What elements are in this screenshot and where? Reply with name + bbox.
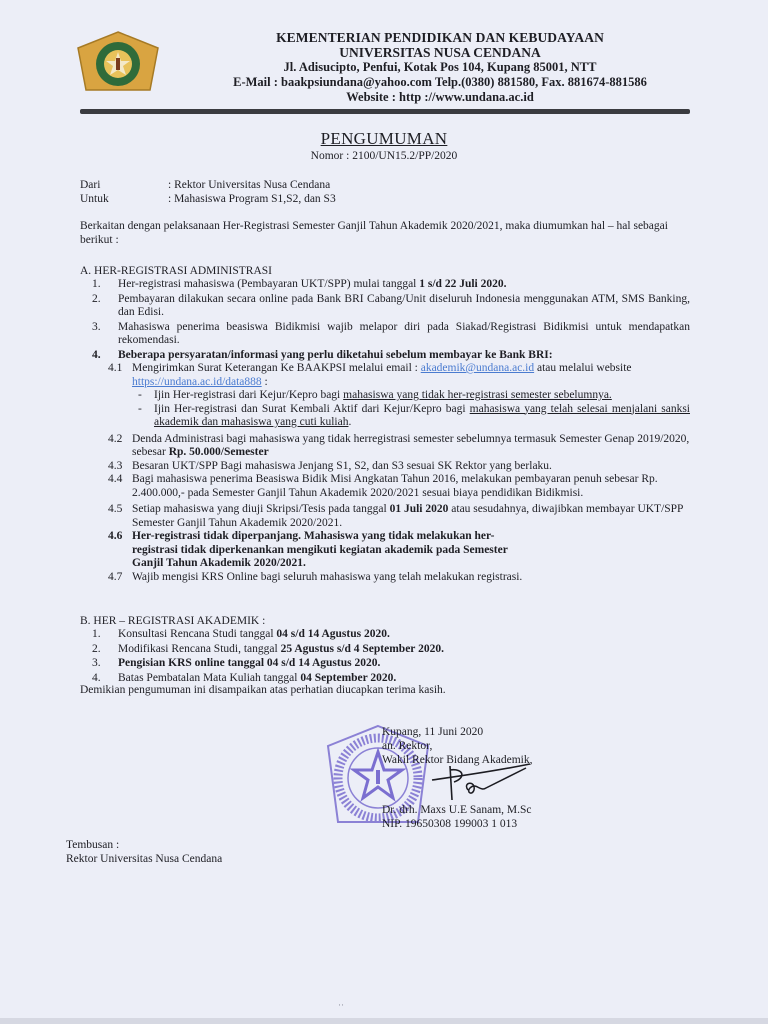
place-date: Kupang, 11 Juni 2020	[382, 726, 484, 738]
signatory-nip: NIP. 19650308 199003 1 013	[382, 818, 518, 830]
list-item: 2. Pembayaran dilakukan secara online pada Bank BRI Cabang/Unit diseluruh Indonesia menggunakan ATM, SMS Banking, dan Edisi.	[92, 292, 690, 318]
from-value: : Rektor Universitas Nusa Cendana	[168, 179, 331, 191]
section-a-heading: A. HER-REGISTRASI ADMINISTRASI	[80, 265, 272, 277]
university-name: UNIVERSITAS NUSA CENDANA	[339, 45, 541, 60]
university-address: Jl. Adisucipto, Penfui, Kotak Pos 104, Kupang 85001, NTT	[283, 60, 597, 74]
letterhead	[170, 30, 710, 105]
university-crest-icon	[74, 30, 162, 96]
from-label: Dari	[80, 179, 101, 191]
handwritten-signature-icon	[430, 762, 540, 802]
sub-item-4-3: 4.3 Besaran UKT/SPP Bagi mahasiswa Jenjang S1, S2, dan S3 sesuai SK Rektor yang berlaku.	[108, 459, 552, 472]
signatory-position: Wakil Rektor Bidang Akademik,	[382, 754, 533, 766]
list-item: 3. Mahasiswa penerima beasiswa Bidikmisi wajib melapor diri pada Siakad/Registrasi Bidikmisi untuk mendapatkan rekomendasi.	[92, 320, 690, 346]
sub-item-4-6: 4.6 Her-registrasi tidak diperpanjang. Mahasiswa yang tidak melakukan her-registrasi tidak diperkenankan mengikuti kegiatan akademik pada Semester Ganjil Tahun Akademik 2020/2021.	[108, 530, 508, 569]
website-link[interactable]: https://undana.ac.id/data888	[132, 375, 262, 388]
section-b-list	[92, 628, 652, 686]
page-mark: ··	[338, 1000, 344, 1010]
list-item: 1. Konsultasi Rencana Studi tanggal 04 s/d 14 Agustus 2020.	[92, 628, 390, 640]
email-link[interactable]: akademik@undana.ac.id	[420, 362, 535, 374]
ministry-name: KEMENTERIAN PENDIDIKAN DAN KEBUDAYAAN	[276, 30, 604, 45]
section-a-list	[92, 278, 690, 363]
sub-item-4-1: 4.1 Mengirimkan Surat Keterangan Ke BAAKPSI melalui email : akademik@undana.ac.id atau melalui website https://undana.ac.id/data888 :	[108, 362, 632, 388]
bullet-item: - Ijin Her-registrasi dari Kejur/Kepro bagi mahasiswa yang tidak her-registrasi semester sebelumnya.	[138, 389, 612, 401]
to-value: : Mahasiswa Program S1,S2, dan S3	[168, 193, 336, 205]
bullet-item: - Ijin Her-registrasi dan Surat Kembali Aktif dari Kejur/Kepro bagi mahasiswa yang telah selesai menjalani sanksi akademik dan mahasiswa yang cuti kuliah.	[138, 402, 690, 428]
page-bottom-edge	[0, 1018, 768, 1024]
signatory-name: Dr. drh. Maxs U.E Sanam, M.Sc	[382, 804, 532, 816]
carbon-copy-label: Tembusan :	[66, 839, 120, 851]
to-label: Untuk	[80, 193, 109, 205]
sub-item-4-4: 4.4 Bagi mahasiswa penerima Beasiswa Bidik Misi Angkatan Tahun 2016, melakukan pembayaran penuh sebesar Rp. 2.400.000,- pada Semester Ganjil Tahun Akademik 2020/2021 sesuai biaya pendidikan Bidikmisi.	[108, 473, 658, 499]
letterhead-divider	[80, 109, 690, 114]
list-item: 2. Modifikasi Rencana Studi, tanggal 25 Agustus s/d 4 September 2020.	[92, 642, 444, 655]
list-item: 4. Batas Pembatalan Mata Kuliah tanggal 04 September 2020.	[92, 671, 397, 684]
on-behalf: an. Rektor,	[382, 740, 433, 752]
university-contact: E-Mail : baakpsiundana@yahoo.com Telp.(0380) 881580, Fax. 881674-881586	[233, 75, 647, 89]
section-a-sublist	[108, 362, 690, 584]
closing-statement: Demikian pengumuman ini disampaikan atas perhatian diucapkan terima kasih.	[80, 684, 446, 696]
document-title: PENGUMUMAN	[320, 129, 448, 148]
list-item: 4. Beberapa persyaratan/informasi yang perlu diketahui sebelum membayar ke Bank BRI:	[92, 348, 553, 361]
addressing-block	[80, 178, 336, 206]
list-item: 1. Her-registrasi mahasiswa (Pembayaran UKT/SPP) mulai tanggal 1 s/d 22 Juli 2020.	[92, 278, 507, 290]
sub-item-4-2: 4.2 Denda Administrasi bagi mahasiswa yang tidak herregistrasi semester sebelumnya termasuk Semester Genap 2019/2020, sebesar Rp. 50.000/Semester	[108, 432, 690, 458]
carbon-copy-recipient: Rektor Universitas Nusa Cendana	[66, 853, 223, 865]
sub-item-4-7: 4.7 Wajib mengisi KRS Online bagi seluruh mahasiswa yang telah melakukan registrasi.	[108, 570, 523, 583]
list-item: 3. Pengisian KRS online tanggal 04 s/d 14 Agustus 2020.	[92, 657, 381, 669]
document-number: Nomor : 2100/UN15.2/PP/2020	[310, 150, 458, 162]
section-b-heading: B. HER – REGISTRASI AKADEMIK :	[80, 615, 266, 627]
carbon-copy-block	[66, 838, 222, 866]
sub-item-4-5: 4.5 Setiap mahasiswa yang diuji Skripsi/Tesis pada tanggal 01 Juli 2020 atau sesudahnya, diwajibkan membayar UKT/SPP Semester Ganjil Tahun Akademik 2020/2021.	[108, 503, 684, 529]
university-website: Website : http ://www.undana.ac.id	[346, 90, 534, 104]
intro-paragraph: Berkaitan dengan pelaksanaan Her-Registrasi Semester Ganjil Tahun Akademik 2020/2021, maka diumumkan hal – hal sebagai berikut :	[80, 220, 668, 246]
